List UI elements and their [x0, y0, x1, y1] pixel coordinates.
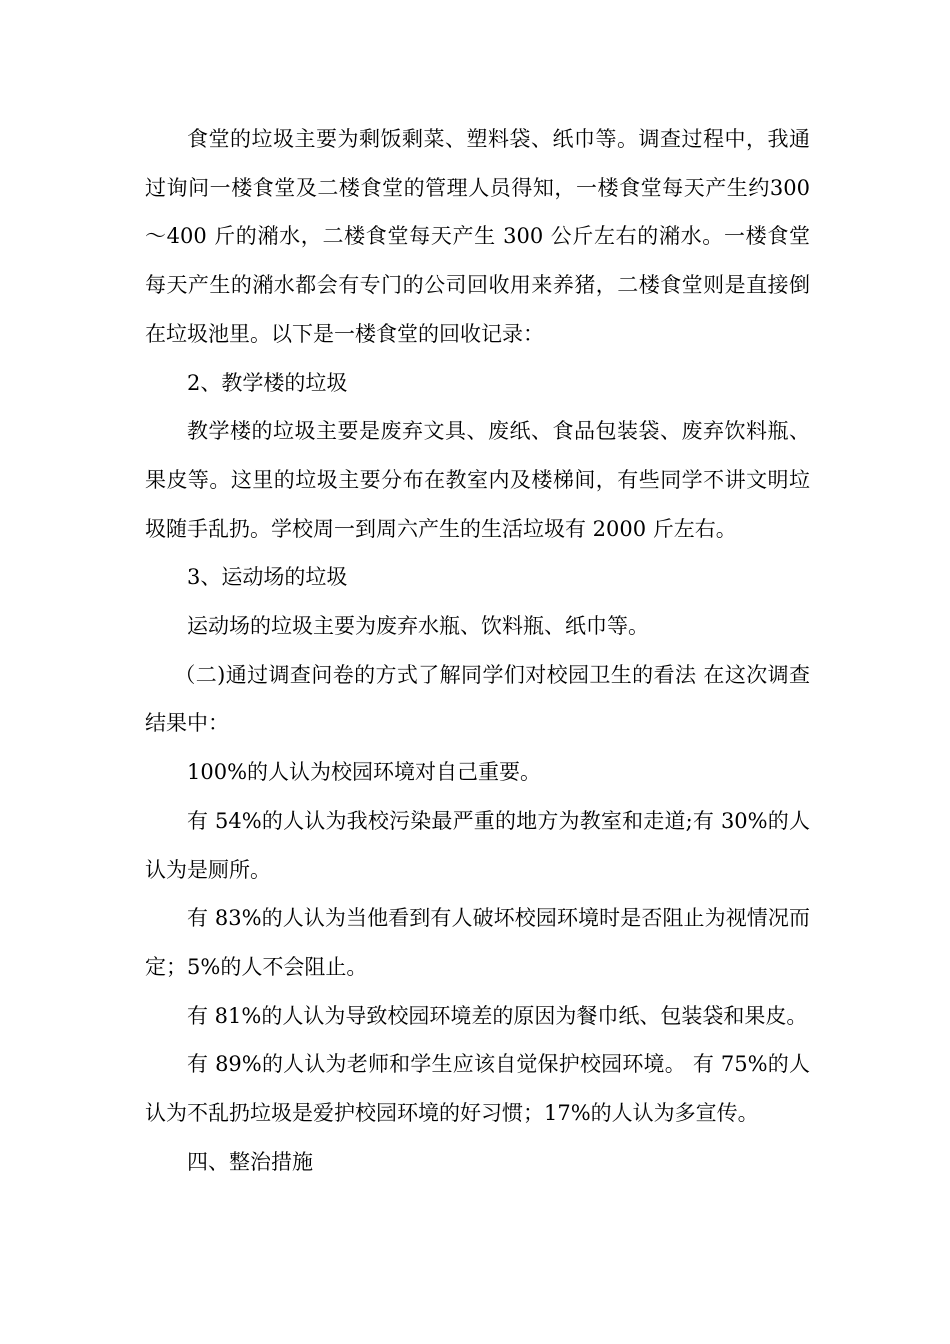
heading-teaching-building-waste: 2、教学楼的垃圾	[187, 370, 348, 395]
heading-remediation-measures: 四、整治措施	[187, 1149, 313, 1174]
paragraph-survey-result-4: 有 81%的人认为导致校园环境差的原因为餐巾纸、包装袋和果皮。	[187, 1003, 808, 1028]
paragraph-survey-result-5: 有 89%的人认为老师和学生应该自觉保护校园环境。 有 75%的人认为不乱扔垃圾是爱护校园环境的好习惯；17%的人认为多宣传。	[145, 1052, 810, 1126]
paragraph-teaching-building-waste: 教学楼的垃圾主要是废弃文具、废纸、食品包装袋、废弃饮料瓶、果皮等。这里的垃圾主要分布在教室内及楼梯间，有些同学不讲文明垃圾随手乱扔。学校周一到周六产生的生活垃圾有 2000 斤左右。	[145, 419, 810, 541]
paragraph-survey-result-3: 有 83%的人认为当他看到有人破坏校园环境时是否阻止为视情况而定；5%的人不会阻止。	[145, 906, 810, 979]
document-body	[145, 115, 810, 1186]
paragraph-survey-result-2: 有 54%的人认为我校污染最严重的地方为教室和走道;有 30%的人认为是厕所。	[145, 808, 810, 882]
paragraph-survey-intro: （二)通过调查问卷的方式了解同学们对校园卫生的看法 在这次调查结果中：	[145, 662, 810, 736]
paragraph-canteen-waste: 食堂的垃圾主要为剩饭剩菜、塑料袋、纸巾等。调查过程中，我通过询问一楼食堂及二楼食堂的管理人员得知，一楼食堂每天产生约300～400 斤的潲水，二楼食堂每天产生 300 公斤左右的潲水。一楼食堂每天产生的潲水都会有专门的公司回收用来养猪，二楼食堂则是直接倒在垃圾池里。以下是一楼食堂的回收记录：	[145, 127, 810, 346]
heading-sports-field-waste: 3、运动场的垃圾	[187, 565, 348, 590]
paragraph-sports-field-waste: 运动场的垃圾主要为废弃水瓶、饮料瓶、纸巾等。	[187, 614, 649, 639]
paragraph-survey-result-1: 100%的人认为校园环境对自己重要。	[187, 760, 542, 785]
